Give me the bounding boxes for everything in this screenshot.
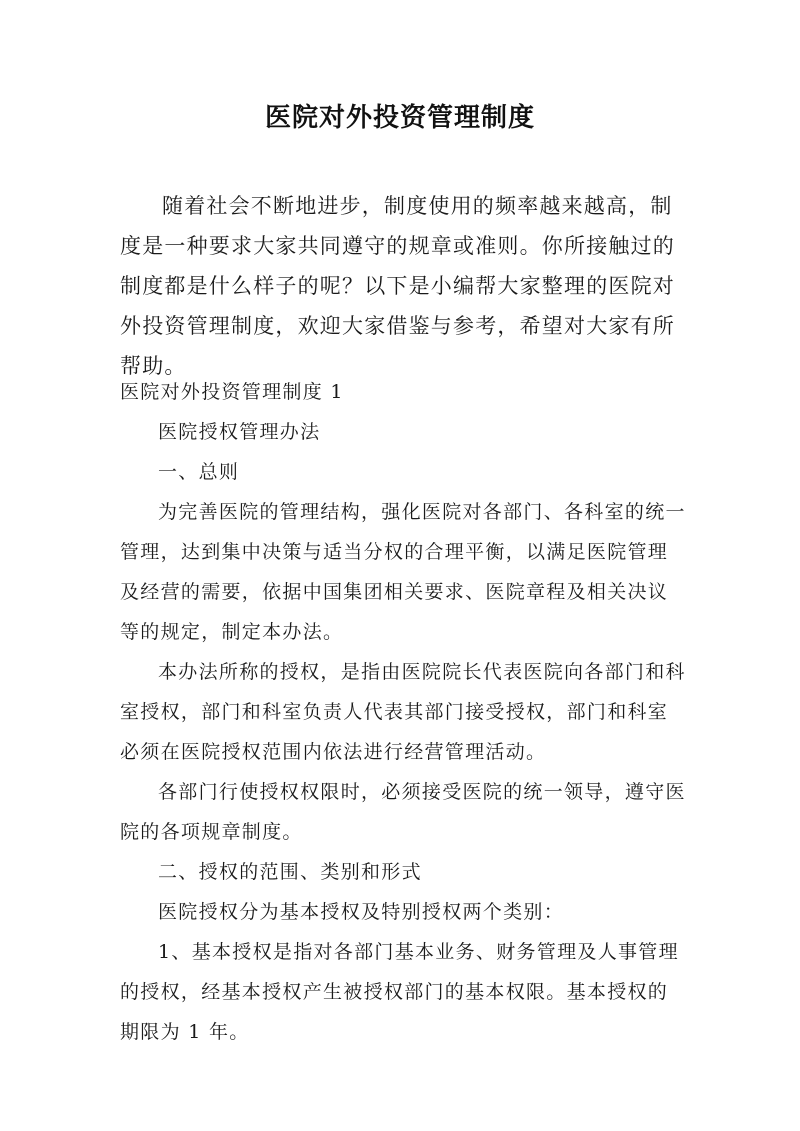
subheading-authorization-method: 医院授权管理办法: [158, 421, 321, 443]
document-body: [120, 372, 688, 1052]
chapter-heading-scope: 二、授权的范围、类别和形式: [158, 861, 422, 883]
body-paragraph: 各部门行使授权权限时，必须接受医院的统一领导，遵守医院的各项规章制度。: [120, 781, 686, 843]
chapter-heading-general: 一、总则: [158, 461, 240, 483]
intro-paragraph: 随着社会不断地进步，制度使用的频率越来越高，制度是一种要求大家共同遵守的规章或准则。你所接触过的制度都是什么样子的呢？以下是小编帮大家整理的医院对外投资管理制度，欢迎大家借鉴与参考，希望对大家有所帮助。: [120, 194, 675, 378]
body-paragraph: 为完善医院的管理结构，强化医院对各部门、各科室的统一管理，达到集中决策与适当分权的合理平衡，以满足医院管理及经营的需要，依据中国集团相关要求、医院章程及相关决议等的规定，制定本办法。: [120, 501, 686, 643]
body-paragraph: 1、基本授权是指对各部门基本业务、财务管理及人事管理的授权，经基本授权产生被授权部门的基本权限。基本授权的期限为 1 年。: [120, 941, 679, 1043]
body-paragraph: 医院授权分为基本授权及特别授权两个类别：: [158, 901, 565, 923]
document-title: 医院对外投资管理制度: [264, 103, 535, 133]
body-paragraph: 本办法所称的授权，是指由医院院长代表医院向各部门和科室授权，部门和科室负责人代表其部门接受授权，部门和科室必须在医院授权范围内依法进行经营管理活动。: [120, 661, 686, 763]
section-title: 医院对外投资管理制度 1: [120, 381, 344, 403]
